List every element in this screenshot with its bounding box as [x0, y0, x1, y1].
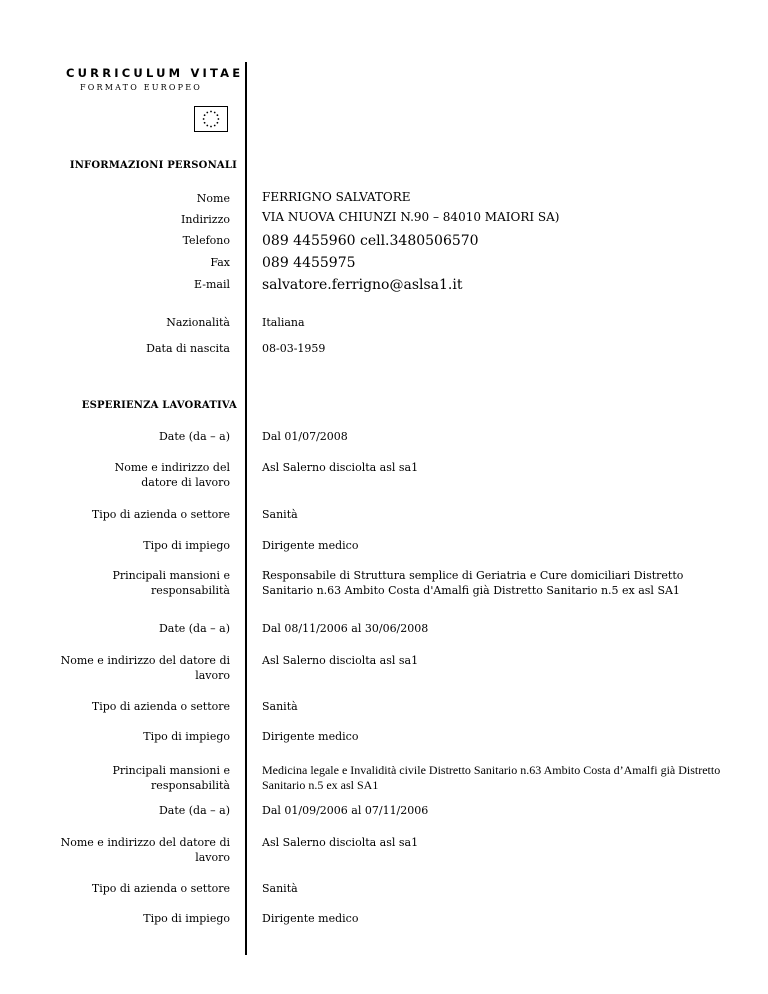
label-type-3: Tipo di impiego	[143, 912, 230, 925]
value-sector-2: Sanità	[262, 700, 298, 713]
label-nationality: Nazionalità	[166, 316, 230, 329]
value-email: salvatore.ferrigno@aslsa1.it	[262, 277, 463, 293]
label-type-1: Tipo di impiego	[143, 539, 230, 552]
label-date-2: Date (da – a)	[158, 622, 230, 635]
label-date-1: Date (da – a)	[158, 430, 230, 443]
value-phone: 089 4455960 cell.3480506570	[262, 233, 479, 249]
label-employer-1: Nome e indirizzo del datore di lavoro	[114, 461, 230, 489]
label-sector-1: Tipo di azienda o settore	[91, 508, 230, 521]
value-type-2: Dirigente medico	[262, 730, 359, 743]
value-name: FERRIGNO SALVATORE	[262, 190, 411, 204]
value-employer-3: Asl Salerno disciolta asl sa1	[262, 836, 419, 849]
label-address: Indirizzo	[181, 213, 230, 226]
cv-title: CURRICULUM VITAE	[66, 66, 244, 80]
label-date-3: Date (da – a)	[158, 804, 230, 817]
eu-flag-icon	[194, 106, 228, 132]
value-address: VIA NUOVA CHIUNZI N.90 – 84010 MAIORI SA)	[262, 210, 560, 224]
label-employer-3: Nome e indirizzo del datore di lavoro	[60, 836, 230, 864]
label-sector-2: Tipo di azienda o settore	[91, 700, 230, 713]
value-date-1: Dal 01/07/2008	[262, 430, 348, 443]
label-phone: Telefono	[182, 234, 230, 247]
label-duties-2: Principali mansioni e responsabilità	[112, 764, 230, 792]
value-type-3: Dirigente medico	[262, 912, 359, 925]
value-birthdate: 08-03-1959	[262, 342, 326, 355]
label-type-2: Tipo di impiego	[143, 730, 230, 743]
section-work-experience: ESPERIENZA LAVORATIVA	[81, 400, 237, 411]
label-email: E-mail	[194, 278, 230, 291]
label-employer-2: Nome e indirizzo del datore di lavoro	[60, 654, 230, 682]
value-duties-1: Responsabile di Struttura semplice di Geriatria e Cure domiciliari Distretto Sanitario n.63 Ambito Costa d'Amalfi già Distretto Sanitario n.5 ex asl SA1	[262, 569, 684, 597]
label-duties-1: Principali mansioni e responsabilità	[112, 569, 230, 597]
vertical-divider	[245, 62, 247, 955]
value-sector-1: Sanità	[262, 508, 298, 521]
value-date-2: Dal 08/11/2006 al 30/06/2008	[262, 622, 429, 635]
label-birthdate: Data di nascita	[146, 342, 230, 355]
value-type-1: Dirigente medico	[262, 539, 359, 552]
section-personal-info: INFORMAZIONI PERSONALI	[69, 160, 237, 171]
value-duties-2: Medicina legale e Invalidità civile Distretto Sanitario n.63 Ambito Costa d’Amalfi già Distretto Sanitario n.5 ex asl SA1	[262, 763, 721, 792]
label-sector-3: Tipo di azienda o settore	[91, 882, 230, 895]
value-employer-1: Asl Salerno disciolta asl sa1	[262, 461, 419, 474]
value-date-3: Dal 01/09/2006 al 07/11/2006	[262, 804, 429, 817]
value-nationality: Italiana	[262, 316, 305, 329]
label-name: Nome	[196, 192, 230, 205]
cv-subtitle: FORMATO EUROPEO	[80, 83, 203, 92]
value-sector-3: Sanità	[262, 882, 298, 895]
label-fax: Fax	[210, 256, 230, 269]
value-employer-2: Asl Salerno disciolta asl sa1	[262, 654, 419, 667]
value-fax: 089 4455975	[262, 255, 356, 271]
